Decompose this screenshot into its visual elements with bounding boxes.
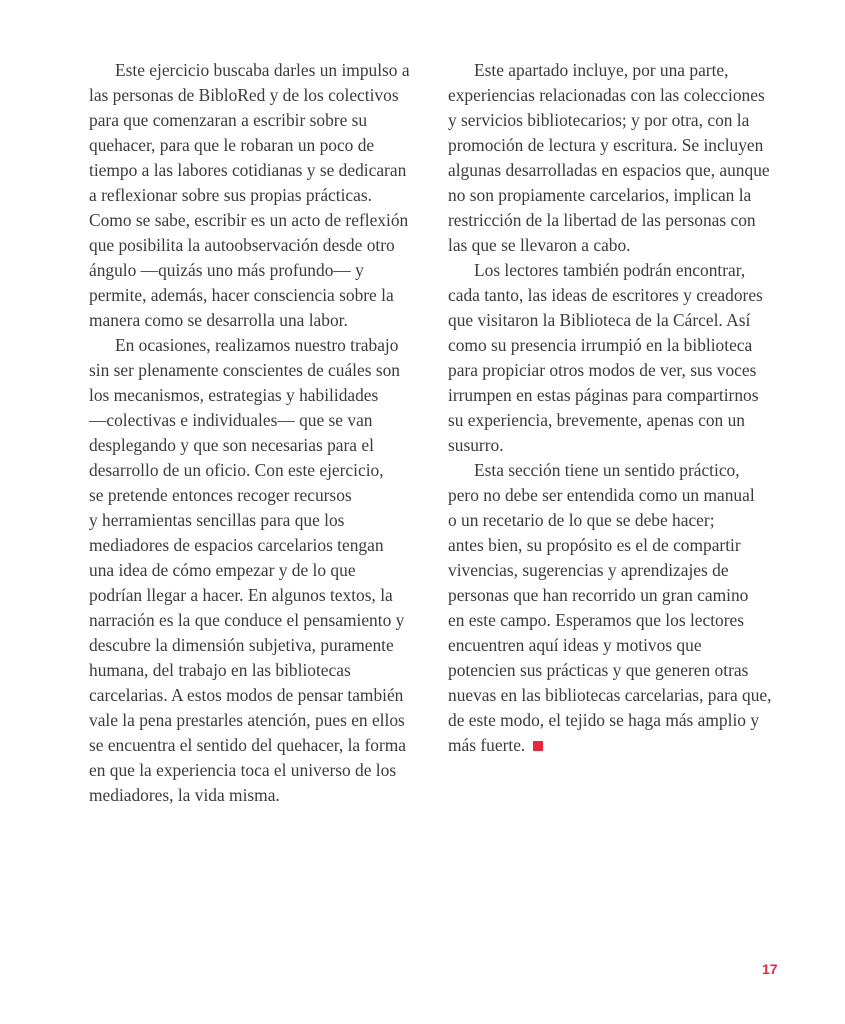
text-line: antes bien, su propósito es el de compartir bbox=[448, 535, 741, 555]
text-line: en que la experiencia toca el universo de los bbox=[89, 760, 397, 780]
text-line: no son propiamente carcelarios, implican la bbox=[448, 185, 752, 205]
text-line: personas que han recorrido un gran camino bbox=[448, 585, 749, 605]
text-line: encuentren aquí ideas y motivos que bbox=[448, 635, 702, 655]
text-line: cada tanto, las ideas de escritores y creadores bbox=[448, 285, 763, 305]
text-line: Este ejercicio buscaba darles un impulso a bbox=[115, 60, 410, 80]
text-line: manera como se desarrolla una labor. bbox=[89, 310, 348, 330]
text-line: —colectivas e individuales— que se van bbox=[89, 410, 373, 430]
paragraph-left-2 bbox=[89, 333, 429, 808]
text-line: se encuentra el sentido del quehacer, la forma bbox=[89, 735, 407, 755]
text-line: ángulo —quizás uno más profundo— y bbox=[89, 260, 364, 280]
text-line: en este campo. Esperamos que los lectores bbox=[448, 610, 745, 630]
text-line: una idea de cómo empezar y de lo que bbox=[89, 560, 356, 580]
text-line: se pretende entonces recoger recursos bbox=[89, 485, 352, 505]
paragraph-right-2 bbox=[448, 258, 788, 458]
text-line: carcelarias. A estos modos de pensar también bbox=[89, 685, 404, 705]
left-column bbox=[89, 58, 429, 808]
text-line: desplegando y que son necesarias para el bbox=[89, 435, 374, 455]
text-line: para que comenzaran a escribir sobre su bbox=[89, 110, 368, 130]
text-line: de este modo, el tejido se haga más amplio y bbox=[448, 710, 760, 730]
text-line: quehacer, para que le robaran un poco de bbox=[89, 135, 375, 155]
text-line: Como se sabe, escribir es un acto de reflexión bbox=[89, 210, 409, 230]
paragraph-right-3 bbox=[448, 458, 788, 758]
text-line: Este apartado incluye, por una parte, bbox=[474, 60, 729, 80]
text-line: tiempo a las labores cotidianas y se dedicaran bbox=[89, 160, 407, 180]
text-line: los mecanismos, estrategias y habilidades bbox=[89, 385, 379, 405]
text-line: experiencias relacionadas con las colecciones bbox=[448, 85, 765, 105]
text-line: humana, del trabajo en las bibliotecas bbox=[89, 660, 351, 680]
text-line: nuevas en las bibliotecas carcelarias, para que, bbox=[448, 685, 772, 705]
text-line: vivencias, sugerencias y aprendizajes de bbox=[448, 560, 729, 580]
text-line: las personas de BibloRed y de los colectivos bbox=[89, 85, 399, 105]
paragraph-right-1 bbox=[448, 58, 788, 258]
text-line: potencien sus prácticas y que generen otras bbox=[448, 660, 749, 680]
end-mark-icon bbox=[533, 741, 543, 751]
text-line: pero no debe ser entendida como un manual bbox=[448, 485, 755, 505]
text-line: o un recetario de lo que se debe hacer; bbox=[448, 510, 715, 530]
text-line: vale la pena prestarles atención, pues en ellos bbox=[89, 710, 405, 730]
text-line: que visitaron la Biblioteca de la Cárcel. Así bbox=[448, 310, 751, 330]
text-line: narración es la que conduce el pensamiento y bbox=[89, 610, 405, 630]
text-line-content: más fuerte. bbox=[448, 735, 526, 755]
text-line: las que se llevaron a cabo. bbox=[448, 235, 631, 255]
text-line: mediadores de espacios carcelarios tengan bbox=[89, 535, 384, 555]
text-line: como su presencia irrumpió en la biblioteca bbox=[448, 335, 753, 355]
text-line: irrumpen en estas páginas para compartirnos bbox=[448, 385, 759, 405]
text-line: y servicios bibliotecarios; y por otra, con la bbox=[448, 110, 750, 130]
right-column bbox=[448, 58, 788, 758]
text-line: Esta sección tiene un sentido práctico, bbox=[474, 460, 740, 480]
text-line: para propiciar otros modos de ver, sus voces bbox=[448, 360, 757, 380]
text-line: susurro. bbox=[448, 435, 504, 455]
text-line: mediadores, la vida misma. bbox=[89, 785, 280, 805]
text-line: permite, además, hacer consciencia sobre la bbox=[89, 285, 394, 305]
text-line: podrían llegar a hacer. En algunos textos, la bbox=[89, 585, 393, 605]
text-line: promoción de lectura y escritura. Se incluyen bbox=[448, 135, 764, 155]
text-line: que posibilita la autoobservación desde otro bbox=[89, 235, 395, 255]
text-line: Los lectores también podrán encontrar, bbox=[474, 260, 746, 280]
text-line: algunas desarrolladas en espacios que, aunque bbox=[448, 160, 770, 180]
page-number: 17 bbox=[762, 961, 778, 977]
paragraph-left-1 bbox=[89, 58, 429, 333]
text-line: En ocasiones, realizamos nuestro trabajo bbox=[115, 335, 399, 355]
text-line: a reflexionar sobre sus propias prácticas. bbox=[89, 185, 372, 205]
text-line: y herramientas sencillas para que los bbox=[89, 510, 345, 530]
text-line: restricción de la libertad de las personas con bbox=[448, 210, 756, 230]
text-line: descubre la dimensión subjetiva, puramente bbox=[89, 635, 394, 655]
text-line: sin ser plenamente conscientes de cuáles son bbox=[89, 360, 400, 380]
last-text-line bbox=[448, 733, 788, 758]
text-line: desarrollo de un oficio. Con este ejercicio, bbox=[89, 460, 384, 480]
text-line: su experiencia, brevemente, apenas con un bbox=[448, 410, 745, 430]
